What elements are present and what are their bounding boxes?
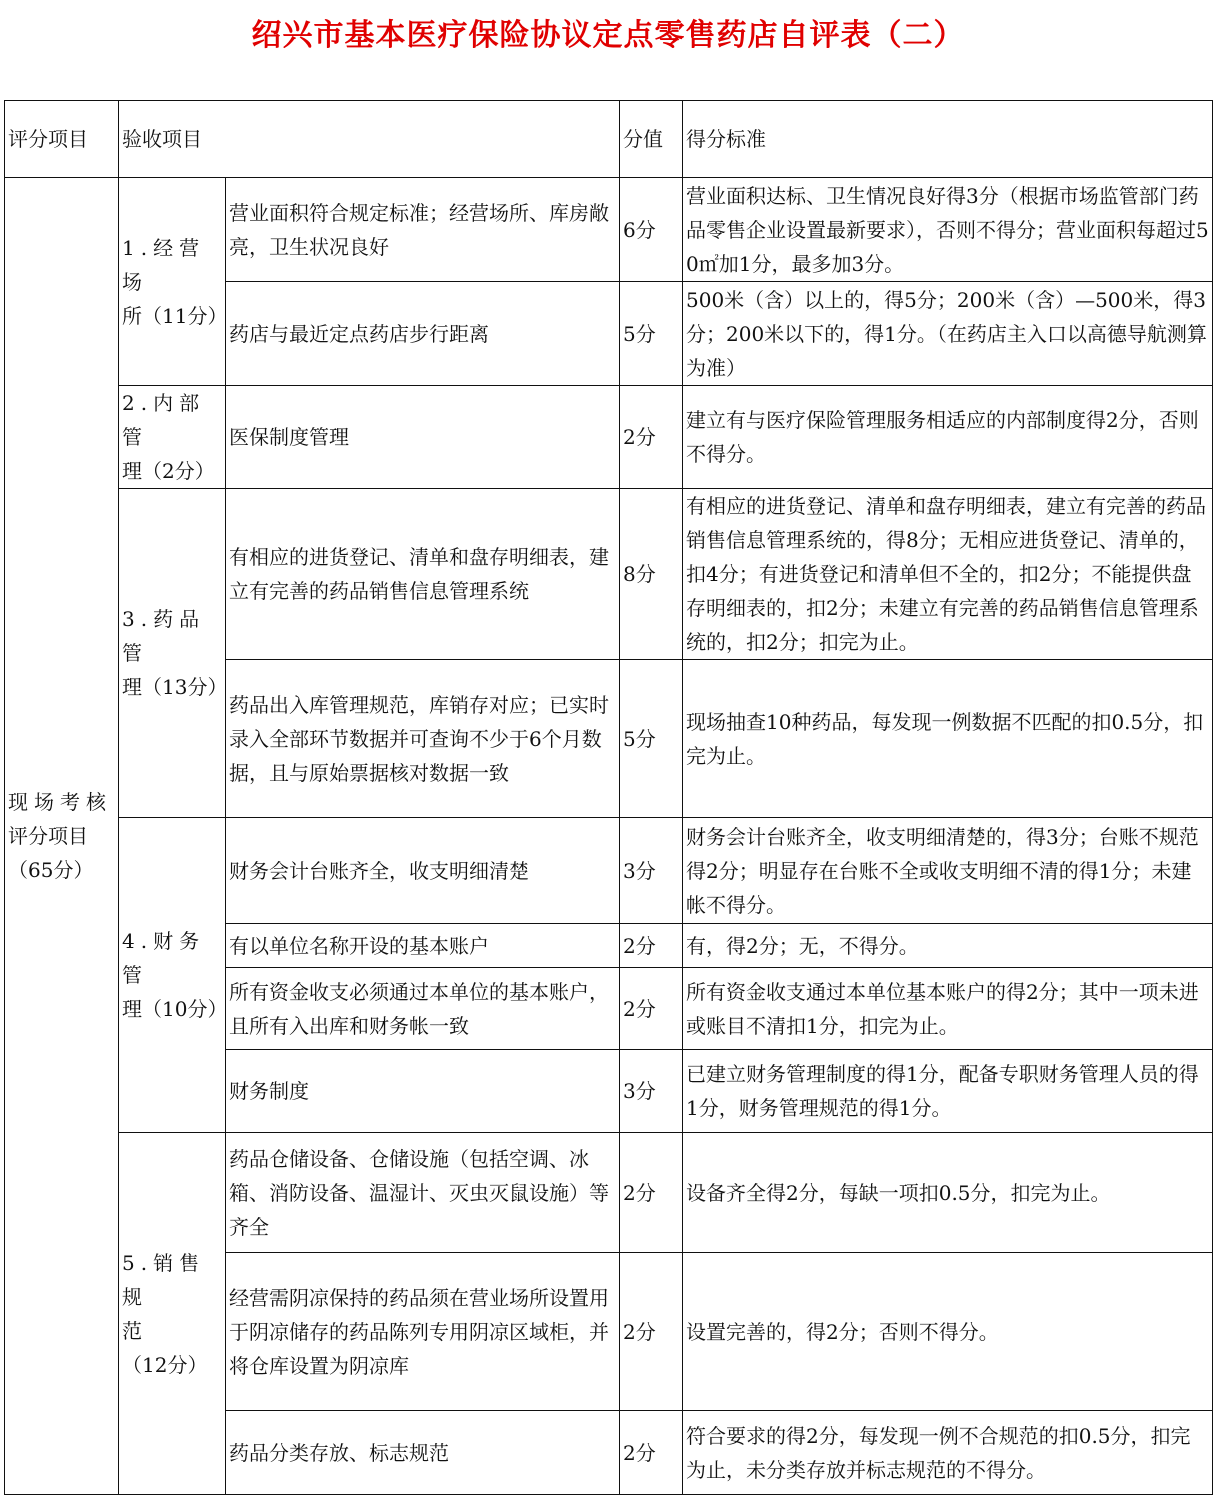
main-item-cell xyxy=(5,178,119,1495)
category-cell: 2.内部管 理（2分） xyxy=(119,386,226,489)
score-cell: 5分 xyxy=(620,660,683,818)
score-cell: 2分 xyxy=(620,1411,683,1495)
score-cell: 3分 xyxy=(620,818,683,924)
category-cell: 3.药品管 理（13分） xyxy=(119,489,226,818)
page-title: 绍兴市基本医疗保险协议定点零售药店自评表（二） xyxy=(251,18,965,53)
item-cell: 药品分类存放、标志规范 xyxy=(226,1411,620,1495)
evaluation-table xyxy=(4,100,1213,1495)
table-row xyxy=(5,818,1213,924)
score-cell: 2分 xyxy=(620,968,683,1050)
table-row xyxy=(5,1133,1213,1253)
score-cell: 6分 xyxy=(620,178,683,282)
item-cell: 有以单位名称开设的基本账户 xyxy=(226,924,620,968)
item-cell: 医保制度管理 xyxy=(226,386,620,489)
score-cell: 2分 xyxy=(620,386,683,489)
item-cell: 药品仓储设备、仓储设施（包括空调、冰箱、消防设备、温湿计、灭虫灭鼠设施）等齐全 xyxy=(226,1133,620,1253)
header-standard: 得分标准 xyxy=(683,101,1213,178)
standard-cell: 500米（含）以上的，得5分；200米（含）—500米，得3分；200米以下的，得1分。（在药店主入口以高德导航测算为准） xyxy=(683,282,1213,386)
header-row xyxy=(5,101,1213,178)
score-cell: 8分 xyxy=(620,489,683,660)
standard-cell: 现场抽查10种药品，每发现一例数据不匹配的扣0.5分，扣完为止。 xyxy=(683,660,1213,818)
main-item-line3: （65分） xyxy=(8,858,94,882)
standard-cell: 有，得2分；无，不得分。 xyxy=(683,924,1213,968)
item-cell: 所有资金收支必须通过本单位的基本账户，且所有入出库和财务帐一致 xyxy=(226,968,620,1050)
standard-cell: 建立有与医疗保险管理服务相适应的内部制度得2分，否则不得分。 xyxy=(683,386,1213,489)
main-item-line2: 评分项目 xyxy=(8,824,88,848)
score-cell: 2分 xyxy=(620,1253,683,1411)
header-score: 分值 xyxy=(620,101,683,178)
score-cell: 3分 xyxy=(620,1050,683,1133)
table-row xyxy=(5,178,1213,282)
standard-cell: 所有资金收支通过本单位基本账户的得2分；其中一项未进或账目不清扣1分，扣完为止。 xyxy=(683,968,1213,1050)
standard-cell: 财务会计台账齐全，收支明细清楚的，得3分；台账不规范得2分；明显存在台账不全或收支明细不清的得1分；未建帐不得分。 xyxy=(683,818,1213,924)
standard-cell: 已建立财务管理制度的得1分，配备专职财务管理人员的得1分，财务管理规范的得1分。 xyxy=(683,1050,1213,1133)
table-row xyxy=(5,489,1213,660)
table-row xyxy=(5,386,1213,489)
score-cell: 2分 xyxy=(620,924,683,968)
score-cell: 2分 xyxy=(620,1133,683,1253)
header-acceptance-item: 验收项目 xyxy=(119,101,620,178)
standard-cell: 有相应的进货登记、清单和盘存明细表，建立有完善的药品销售信息管理系统的，得8分；无相应进货登记、清单的，扣4分；有进货登记和清单但不全的，扣2分；不能提供盘存明细表的，扣2分；未建立有完善的药品销售信息管理系统的，扣2分；扣完为止。 xyxy=(683,489,1213,660)
item-cell: 财务制度 xyxy=(226,1050,620,1133)
category-cell: 4.财务管 理（10分） xyxy=(119,818,226,1133)
score-cell: 5分 xyxy=(620,282,683,386)
standard-cell: 符合要求的得2分，每发现一例不合规范的扣0.5分，扣完为止，未分类存放并标志规范的不得分。 xyxy=(683,1411,1213,1495)
category-cell: 1.经营场 所（11分） xyxy=(119,178,226,386)
item-cell: 药店与最近定点药店步行距离 xyxy=(226,282,620,386)
standard-cell: 设置完善的，得2分；否则不得分。 xyxy=(683,1253,1213,1411)
category-cell: 5.销售规 范 （12分） xyxy=(119,1133,226,1495)
header-scoring-item: 评分项目 xyxy=(5,101,119,178)
item-cell: 营业面积符合规定标准；经营场所、库房敞亮，卫生状况良好 xyxy=(226,178,620,282)
item-cell: 财务会计台账齐全，收支明细清楚 xyxy=(226,818,620,924)
main-item-line1: 现场考核 xyxy=(8,790,112,814)
item-cell: 经营需阴凉保持的药品须在营业场所设置用于阴凉储存的药品陈列专用阴凉区域柜，并将仓库设置为阴凉库 xyxy=(226,1253,620,1411)
item-cell: 有相应的进货登记、清单和盘存明细表，建立有完善的药品销售信息管理系统 xyxy=(226,489,620,660)
standard-cell: 设备齐全得2分，每缺一项扣0.5分，扣完为止。 xyxy=(683,1133,1213,1253)
standard-cell: 营业面积达标、卫生情况良好得3分（根据市场监管部门药品零售企业设置最新要求），否则不得分；营业面积每超过50㎡加1分，最多加3分。 xyxy=(683,178,1213,282)
item-cell: 药品出入库管理规范，库销存对应；已实时录入全部环节数据并可查询不少于6个月数据，且与原始票据核对数据一致 xyxy=(226,660,620,818)
